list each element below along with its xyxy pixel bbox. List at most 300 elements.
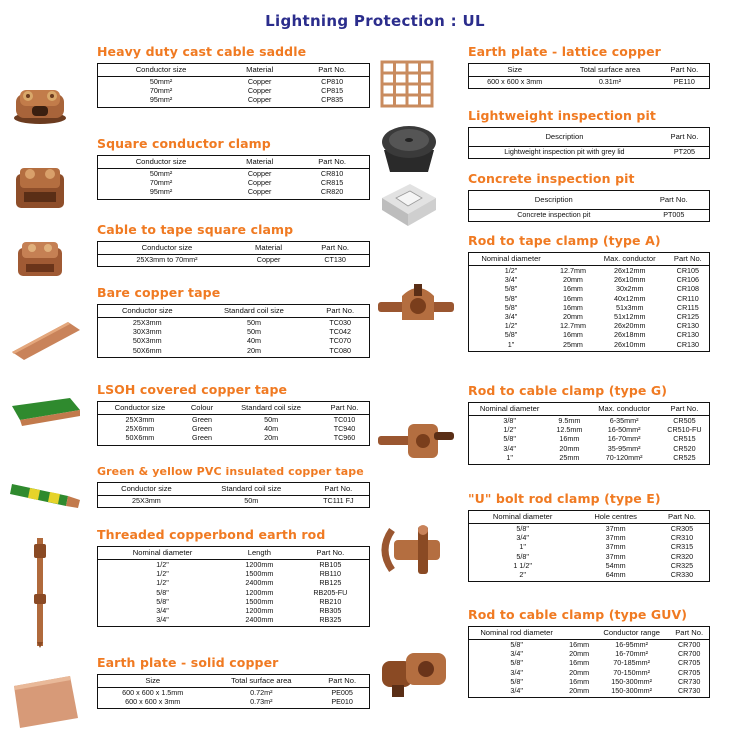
table-cell: 50X6mm (132, 345, 162, 355)
table-cell: CR810 (320, 169, 344, 178)
col-header: Standard coil size (222, 402, 320, 415)
table-cell: 16-95mm² (615, 640, 649, 649)
col-header: Conductor size (98, 305, 197, 318)
table-cell: RB105 (319, 560, 342, 569)
col-header: Colour (182, 402, 222, 415)
table-cell: 1/2" (504, 321, 518, 331)
table-row (469, 425, 710, 434)
table-cell: CP815 (321, 86, 344, 96)
table-cell: 20mm (569, 649, 590, 659)
lattice-plate-icon (378, 60, 464, 108)
table-row (98, 346, 370, 358)
table-cell: 26x10mm (613, 275, 646, 285)
col-header: Conductor size (98, 402, 182, 415)
col-header: Part No. (315, 675, 369, 688)
table-cell: 25X3mm (132, 318, 162, 327)
col-header: Part No. (295, 64, 369, 77)
table-cell: 70-185mm² (613, 658, 651, 668)
table-cell: 0.73m² (250, 697, 273, 707)
table-cell: 1" (507, 339, 515, 349)
table-cell: 12.7mm (559, 266, 586, 275)
table-row (469, 552, 710, 561)
table-row (98, 433, 370, 445)
table-cell: CR705 (677, 658, 701, 668)
spec-table (97, 304, 370, 358)
table-cell: RB305 (319, 606, 342, 616)
section-solid-plate (97, 655, 370, 709)
table-cell: 1/2" (156, 560, 169, 569)
table-cell: 5/8" (510, 676, 523, 686)
table-row (98, 169, 370, 179)
table-row (98, 578, 370, 587)
col-header (550, 403, 588, 416)
table-cell: CP810 (321, 77, 344, 86)
table-cell: 70mm² (149, 178, 173, 188)
table-cell: TC070 (329, 336, 351, 346)
table-row (469, 677, 710, 686)
table-cell: PE010 (331, 697, 353, 707)
table-cell: CR815 (320, 178, 344, 188)
table-cell: 25X3mm to 70mm² (136, 255, 198, 264)
table-cell: 26x20mm (613, 321, 646, 331)
table-cell: 20mm (559, 443, 580, 453)
table-cell: CR105 (676, 266, 700, 275)
section-title: "U" bolt rod clamp (type E) (468, 491, 661, 506)
table-row (469, 294, 710, 303)
table-cell: 20mm (569, 667, 590, 677)
section-earth-rod (97, 527, 370, 627)
spec-table (468, 510, 710, 582)
table-cell: RB125 (319, 578, 342, 588)
table-cell: 26x12mm (613, 266, 646, 275)
table-cell: Lightweight inspection pit with grey lid (504, 147, 625, 156)
table-cell: Green (192, 415, 212, 424)
col-header (553, 253, 593, 266)
table-cell: 95mm² (149, 187, 173, 197)
col-header: Part No. (320, 402, 370, 415)
copper-plate-icon (10, 672, 90, 730)
section-title: Rod to tape clamp (type A) (468, 233, 661, 248)
table-row (469, 434, 710, 443)
spec-table (97, 241, 370, 267)
table-cell: Green (192, 424, 212, 434)
table-cell: TC010 (333, 415, 356, 424)
table-row (98, 569, 370, 578)
table-row (469, 533, 710, 542)
table-row (469, 649, 710, 658)
table-cell: 37mm (605, 524, 626, 533)
table-row (469, 303, 710, 312)
section-lsoh-tape (97, 382, 370, 446)
table-cell: 50m (264, 415, 279, 424)
table-cell: 37mm (605, 551, 626, 561)
col-header: Size (469, 64, 561, 77)
guv-clamp-icon (378, 645, 464, 701)
tape-clamp-icon (10, 236, 90, 282)
table-cell: CR700 (677, 649, 701, 659)
table-cell: CR730 (677, 686, 701, 696)
table-cell: CR505 (673, 416, 696, 425)
table-cell: 0.31m² (598, 77, 622, 86)
table-cell: 51x12mm (613, 312, 646, 322)
col-header: Part No. (639, 191, 710, 210)
table-cell: 9.5mm (558, 416, 581, 425)
table-cell: Copper (247, 86, 272, 96)
table-cell: CR730 (677, 676, 701, 686)
table-cell: 1/2" (503, 425, 516, 435)
table-row (469, 686, 710, 698)
table-cell: 50m (246, 327, 261, 337)
section-title: Earth plate - lattice copper (468, 44, 661, 59)
table-cell: CR525 (673, 452, 696, 462)
table-row (98, 95, 370, 107)
table-cell: CR130 (676, 330, 700, 340)
table-cell: 1/2" (504, 266, 518, 275)
table-cell: 3/4" (504, 312, 518, 322)
table-row (469, 275, 710, 284)
table-row (98, 336, 370, 345)
green-tape-icon (10, 396, 90, 436)
col-header: Part No. (301, 242, 369, 255)
table-cell: 600 x 600 x 3mm (487, 77, 543, 86)
table-cell: 50mm² (149, 77, 173, 86)
table-cell: CR705 (677, 667, 701, 677)
table-cell: 25mm (562, 339, 583, 349)
section-title: Cable to tape square clamp (97, 222, 294, 237)
table-row (469, 77, 710, 89)
table-cell: 20mm (562, 312, 583, 322)
table-cell: 20mm (562, 275, 583, 285)
table-cell: Copper (247, 77, 272, 86)
table-cell: 37mm (605, 542, 626, 552)
spec-table (97, 63, 370, 108)
table-cell: CR700 (677, 640, 701, 649)
col-header: Material (224, 64, 295, 77)
spec-table (468, 127, 710, 159)
concrete-pit-icon (378, 180, 464, 228)
table-cell: 30X3mm (132, 327, 162, 337)
table-cell: 1" (519, 542, 526, 552)
col-header: Material (224, 156, 295, 169)
table-row (469, 524, 710, 534)
table-cell: CR820 (320, 187, 344, 197)
table-cell: 16mm (569, 676, 590, 686)
table-cell: 37mm (605, 533, 626, 543)
table-cell: 40m (264, 424, 279, 434)
table-row (98, 318, 370, 328)
table-cell: 5/8" (504, 293, 518, 303)
table-row (469, 266, 710, 276)
table-cell: 1200mm (245, 606, 274, 616)
earth-rod-icon (10, 538, 90, 648)
square-clamp-icon (10, 160, 90, 216)
section-lattice-plate (468, 44, 710, 89)
section-title: Heavy duty cast cable saddle (97, 44, 307, 59)
table-row (469, 416, 710, 426)
table-cell: RB210 (319, 596, 342, 606)
table-cell: CP835 (321, 95, 344, 105)
col-header: Max. conductor (593, 253, 667, 266)
table-cell: PE110 (673, 77, 695, 86)
section-guv-clamp (468, 607, 710, 698)
table-cell: 600 x 600 x 1.5mm (122, 688, 184, 697)
table-cell: 5/8" (504, 284, 518, 294)
table-cell: Copper (247, 187, 272, 197)
table-row (98, 86, 370, 95)
col-header: Description (469, 191, 639, 210)
table-cell: Copper (247, 95, 272, 105)
table-cell: TC042 (329, 327, 351, 337)
table-cell: CR106 (676, 275, 700, 285)
table-cell: Copper (256, 255, 281, 264)
table-cell: 1500mm (245, 596, 274, 606)
section-title: Square conductor clamp (97, 136, 271, 151)
table-row (469, 340, 710, 352)
spec-table (468, 63, 710, 89)
table-cell: CR130 (676, 321, 700, 331)
table-cell: 3/4" (510, 686, 523, 696)
table-cell: 35-95mm² (607, 443, 641, 453)
col-header: Nominal diameter (469, 403, 551, 416)
section-title: Green & yellow PVC insulated copper tape (97, 465, 364, 478)
table-row (98, 77, 370, 87)
col-header: Size (98, 675, 208, 688)
section-title: LSOH covered copper tape (97, 382, 288, 397)
table-cell: 600 x 600 x 3mm (125, 697, 181, 707)
section-lightweight-pit (468, 108, 710, 159)
section-title: Earth plate - solid copper (97, 655, 279, 670)
table-cell: 3/4" (503, 443, 516, 453)
section-square-clamp (97, 136, 370, 200)
table-row (98, 606, 370, 615)
table-cell: 70-150mm² (613, 667, 651, 677)
table-row (98, 187, 370, 199)
table-cell: Copper (247, 169, 272, 178)
table-cell: 70mm² (149, 86, 173, 96)
section-title: Bare copper tape (97, 285, 221, 300)
table-cell: 16mm (569, 658, 590, 668)
table-cell: 150-300mm² (611, 686, 653, 696)
table-row (469, 453, 710, 465)
section-rod-tape-clamp (468, 233, 710, 352)
section-title: Lightweight inspection pit (468, 108, 656, 123)
col-header: Standard coil size (195, 483, 308, 496)
spec-table (468, 252, 710, 352)
col-header: Nominal diameter (98, 547, 228, 560)
col-header: Conductor size (98, 242, 236, 255)
table-cell: 5/8" (503, 434, 516, 444)
table-row (469, 561, 710, 570)
table-row (469, 668, 710, 677)
table-cell: 16-50mm² (607, 425, 641, 435)
table-cell: RB205-FU (313, 587, 348, 597)
section-u-bolt-clamp (468, 491, 710, 582)
table-row (98, 560, 370, 570)
table-cell: RB325 (319, 615, 342, 625)
rod-tape-clamp-icon (378, 282, 464, 332)
col-header: Total surface area (560, 64, 659, 77)
table-cell: 51x3mm (615, 302, 644, 312)
table-row (98, 178, 370, 187)
table-cell: CR510-FU (667, 425, 702, 435)
table-cell: Copper (247, 178, 272, 188)
table-cell: 5/8" (510, 640, 523, 649)
table-row (469, 330, 710, 339)
table-cell: 16-70mm² (615, 649, 649, 659)
col-header (564, 627, 594, 640)
table-cell: 20m (246, 345, 261, 355)
table-cell: 16mm (569, 640, 590, 649)
table-cell: 5/8" (156, 596, 169, 606)
table-cell: 2400mm (245, 615, 274, 625)
table-cell: 26x18mm (613, 330, 646, 340)
table-cell: 3/8" (503, 416, 516, 425)
table-cell: 95mm² (149, 95, 173, 105)
table-row (98, 597, 370, 606)
table-cell: 12.5mm (556, 425, 583, 435)
section-title: Concrete inspection pit (468, 171, 635, 186)
table-cell: 70-120mm² (605, 452, 643, 462)
table-cell: 3/4" (510, 667, 523, 677)
table-row (98, 588, 370, 597)
table-row (469, 570, 710, 582)
copper-tape-icon (10, 318, 90, 362)
col-header: Part No. (660, 128, 710, 147)
table-cell: Concrete inspection pit (517, 210, 591, 219)
section-bare-copper-tape (97, 285, 370, 358)
table-cell: 3/4" (156, 615, 169, 625)
table-cell: TC111 FJ (323, 496, 354, 505)
table-cell: 12.7mm (559, 321, 586, 331)
table-row (469, 321, 710, 330)
col-header: Conductor size (98, 64, 225, 77)
table-row (469, 210, 710, 222)
spec-table (97, 401, 370, 446)
col-header: Part No. (660, 403, 710, 416)
col-header: Hole centres (576, 511, 655, 524)
green-yellow-tape-icon (10, 478, 90, 512)
col-header: Standard coil size (197, 305, 312, 318)
table-cell: CR315 (670, 542, 694, 552)
table-cell: 50X6mm (125, 433, 155, 443)
table-cell: 16mm (562, 293, 583, 303)
cable-saddle-icon (10, 78, 90, 126)
inspection-pit-icon (378, 120, 464, 174)
table-cell: 50m (246, 318, 261, 327)
table-cell: 3/4" (156, 606, 169, 616)
table-cell: CR108 (676, 284, 700, 294)
col-header: Length (227, 547, 292, 560)
table-row (98, 688, 370, 698)
table-cell: 1/2" (156, 569, 169, 579)
table-row (98, 255, 370, 267)
table-row (469, 658, 710, 667)
table-cell: 5/8" (156, 587, 169, 597)
section-title: Rod to cable clamp (type GUV) (468, 607, 688, 622)
table-cell: CR515 (673, 434, 696, 444)
table-cell: CR125 (676, 312, 700, 322)
table-cell: 20m (264, 433, 279, 443)
col-header: Description (469, 128, 660, 147)
table-cell: 25X3mm (132, 496, 161, 505)
table-cell: 25mm (559, 452, 580, 462)
col-header: Part No. (660, 64, 710, 77)
table-cell: CR520 (673, 443, 696, 453)
table-cell: 1200mm (245, 560, 274, 569)
table-row (98, 415, 370, 425)
table-cell: 16mm (562, 284, 583, 294)
table-row (98, 327, 370, 336)
table-cell: CR115 (676, 302, 699, 312)
table-cell: CR110 (676, 293, 699, 303)
spec-table (468, 190, 710, 222)
table-cell: Green (192, 433, 212, 443)
table-cell: CR330 (670, 570, 694, 580)
table-cell: 5/8" (516, 524, 529, 533)
section-title: Threaded copperbond earth rod (97, 527, 326, 542)
rod-cable-clamp-icon (378, 412, 464, 468)
table-row (469, 284, 710, 293)
table-cell: 5/8" (510, 658, 523, 668)
col-header: Conductor size (98, 483, 195, 496)
table-cell: 1" (506, 452, 513, 462)
table-cell: TC080 (329, 345, 351, 355)
table-cell: 1/2" (156, 578, 169, 588)
table-row (98, 615, 370, 627)
table-cell: TC030 (329, 318, 351, 327)
table-cell: 3/4" (510, 649, 523, 659)
col-header: Max. conductor (588, 403, 659, 416)
table-cell: 5/8" (504, 302, 518, 312)
table-cell: TC960 (333, 433, 356, 443)
table-cell: 26x10mm (613, 339, 646, 349)
spec-table (97, 155, 370, 200)
col-header: Conductor range (594, 627, 669, 640)
table-cell: 40x12mm (613, 293, 646, 303)
section-rod-cable-clamp-g (468, 383, 710, 465)
table-cell: 40m (246, 336, 261, 346)
table-row (98, 424, 370, 433)
col-header: Nominal diameter (469, 253, 554, 266)
table-cell: 3/4" (504, 275, 518, 285)
table-cell: CR305 (670, 524, 694, 533)
table-row (98, 697, 370, 709)
section-tape-clamp (97, 222, 370, 267)
col-header: Total surface area (207, 675, 315, 688)
table-cell: 16mm (562, 302, 583, 312)
col-header: Part No. (669, 627, 709, 640)
table-cell: 0.72m² (250, 688, 273, 697)
table-row (469, 542, 710, 551)
section-cable-saddle (97, 44, 370, 108)
table-cell: 50X3mm (132, 336, 162, 346)
col-header: Part No. (311, 305, 369, 318)
table-cell: 3/4" (516, 533, 529, 543)
table-cell: 5/8" (504, 330, 518, 340)
table-cell: 25X3mm (125, 415, 155, 424)
table-row (469, 147, 710, 159)
spec-table (468, 626, 710, 698)
table-cell: 1500mm (245, 569, 274, 579)
spec-table (97, 546, 370, 627)
table-cell: 2400mm (245, 578, 274, 588)
table-cell: 25X6mm (125, 424, 155, 434)
col-header: Part No. (655, 511, 710, 524)
table-row (469, 444, 710, 453)
col-header: Material (236, 242, 301, 255)
section-title: Rod to cable clamp (type G) (468, 383, 668, 398)
table-cell: 6-35mm² (609, 416, 639, 425)
